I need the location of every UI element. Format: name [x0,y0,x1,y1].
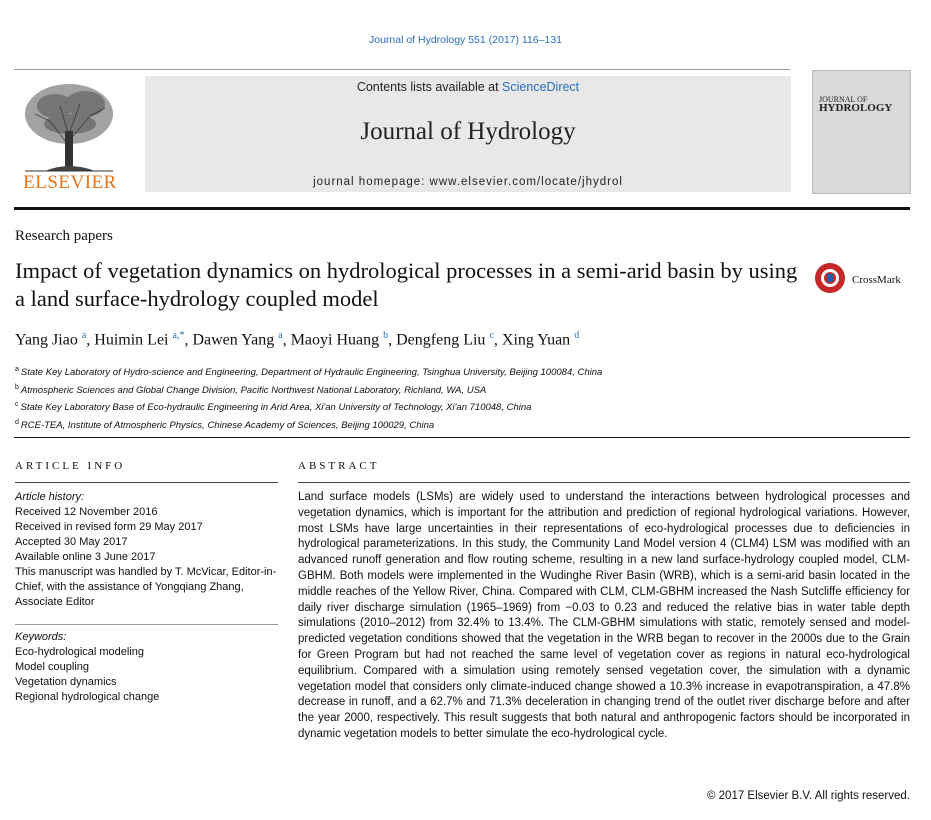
keywords-block [15,630,277,705]
author-list: Yang Jiao $^a$, Huimin Lei $^{a,*}$, Dawen Yang $^a$, Maoyi Huang $^b$, Dengfeng Liu $^c$, Xing Yuan $^d$ [15,330,580,349]
author-affil-sup[interactable]: a [81,330,87,341]
keyword-item: Regional hydrological change [15,691,160,703]
author-affil-sup[interactable]: c [489,330,494,341]
journal-header-band [145,76,791,192]
front-matter-rule [14,437,910,438]
history-item: Accepted 30 May 2017 [15,536,128,548]
affiliation-item [15,381,602,399]
affil-sup: c [15,401,19,409]
header-top-rule [14,69,790,70]
journal-citation[interactable]: Journal of Hydrology 551 (2017) 116–131 [368,34,563,46]
abstract-heading: ABSTRACT [298,460,380,472]
journal-title: Journal of Hydrology [360,118,576,145]
article-section: Research papers [15,228,113,244]
keywords-label: Keywords: [15,631,67,643]
keyword-item: Eco-hydrological modeling [15,646,145,658]
affil-sup: a [15,366,19,373]
affiliation-item [15,416,602,434]
crossmark-label[interactable]: CrossMark [852,274,901,286]
history-item: Received 12 November 2016 [15,506,158,518]
author-affil-sup[interactable]: d [574,330,580,341]
article-history [15,490,277,610]
affil-sup: d [15,418,19,426]
article-title: Impact of vegetation dynamics on hydrological processes in a semi-arid basin by using a land surface-hydrology coupled model [15,258,798,311]
author-affil-sup[interactable]: a,* [172,330,185,341]
author-name[interactable]: Yang Jiao [15,331,78,349]
author-affil-sup[interactable]: a [278,330,283,341]
affiliation-item [15,398,602,416]
history-item: Available online 3 June 2017 [15,551,156,563]
cover-text-line2: HYDROLOGY [819,102,893,114]
abstract-rule [298,482,910,483]
affiliation-item [15,363,602,381]
header-bottom-rule [14,207,910,210]
affil-text: RCE-TEA, Institute of Atmospheric Physics, Chinese Academy of Sciences, Beijing 100029, China [20,420,435,432]
article-info-heading: ARTICLE INFO [15,460,126,472]
affil-text: State Key Laboratory Base of Eco-hydraulic Engineering in Arid Area, Xi'an University of Technology, Xi'an 710048, China [20,402,532,414]
copyright-notice: © 2017 Elsevier B.V. All rights reserved. [706,790,910,802]
journal-homepage[interactable]: journal homepage: www.elsevier.com/locate/jhydrol [313,176,623,188]
history-item: This manuscript was handled by T. McVicar, Editor-in-Chief, with the assistance of Yongqiang Zhang, Associate Editor [15,566,277,608]
author-affil-sup[interactable]: b [383,330,389,341]
journal-cover-image[interactable] [812,70,911,194]
keyword-item: Vegetation dynamics [15,676,117,688]
history-item: Received in revised form 29 May 2017 [15,521,203,533]
affil-text: State Key Laboratory of Hydro-science and Engineering, Department of Hydraulic Engineering, Tsinghua University, Beijing 100084, China [20,367,603,379]
author-name[interactable]: Dengfeng Liu [396,331,486,349]
sciencedirect-link[interactable]: ScienceDirect [502,80,580,94]
affil-text: Atmospheric Sciences and Global Change Division, Pacific Northwest National Laboratory, Richland, WA, USA [20,384,487,396]
history-label: Article history: [15,491,85,503]
cover-text-line1: JOURNAL OF [819,95,868,104]
publisher-wordmark: ELSEVIER [23,172,117,193]
affil-sup: b [15,383,19,391]
contents-prefix: Contents lists available at [356,80,503,94]
contents-line [145,80,791,94]
author-name[interactable]: Xing Yuan [501,331,571,349]
affiliation-list [15,363,602,434]
author-name[interactable]: Maoyi Huang [290,331,380,349]
keyword-item: Model coupling [15,661,89,673]
keywords-rule [15,624,278,625]
article-info-rule [15,482,278,483]
author-name[interactable]: Huimin Lei [94,331,169,349]
author-name[interactable]: Dawen Yang [192,331,275,349]
abstract-text: Land surface models (LSMs) are widely used to understand the interactions between hydrological processes and vegetation dynamics, which is important for the attribution and prediction of regional hydrological variations. However, most LSMs have large uncertainties in their representations of eco-hydrological processes due to deficiencies in hydrological parameterizations. In this study, the Community Land Model version 4 (CLM4) LSM was modified with an advanced runoff generation and flow routing scheme, resulting in a new land surface-hydrology coupled model, CLM-GBHM. Both models were implemented in the Wudinghe River Basin (WRB), which is a semi-arid basin located in the middle reaches of the Yellow River, China. Compared with CLM, CLM-GBHM increased the Nash Sutcliffe efficiency for daily river discharge simulation (1965–1969) from −0.03 to 0.23 and reduced the relative bias in water table depth simulations (2010–2012) from 32.4% to 13.4%. The CLM-GBHM simulations with static, remotely sensed and model-predicted vegetation conditions showed that the vegetation in the WRB began to recover in the 2000s due to the Grain for Green Program but had not reached the same level of vegetation cover as regions in natural eco-hydrological equilibrium. Compared with a simulation using remotely sensed vegetation cover, the simulation with a dynamic vegetation model that considers only climate-induced change showed a 10.3% increase in evapotranspiration, a 47.8% decrease in runoff, and a 62.7% and 71.3% deceleration in changing trend of the outlet river discharge before and after the year 2000, respectively. This result suggests that both natural and anthropogenic factors should be incorporated in dynamic vegetation models to better simulate the eco-hydrological cycle. [298,491,910,740]
